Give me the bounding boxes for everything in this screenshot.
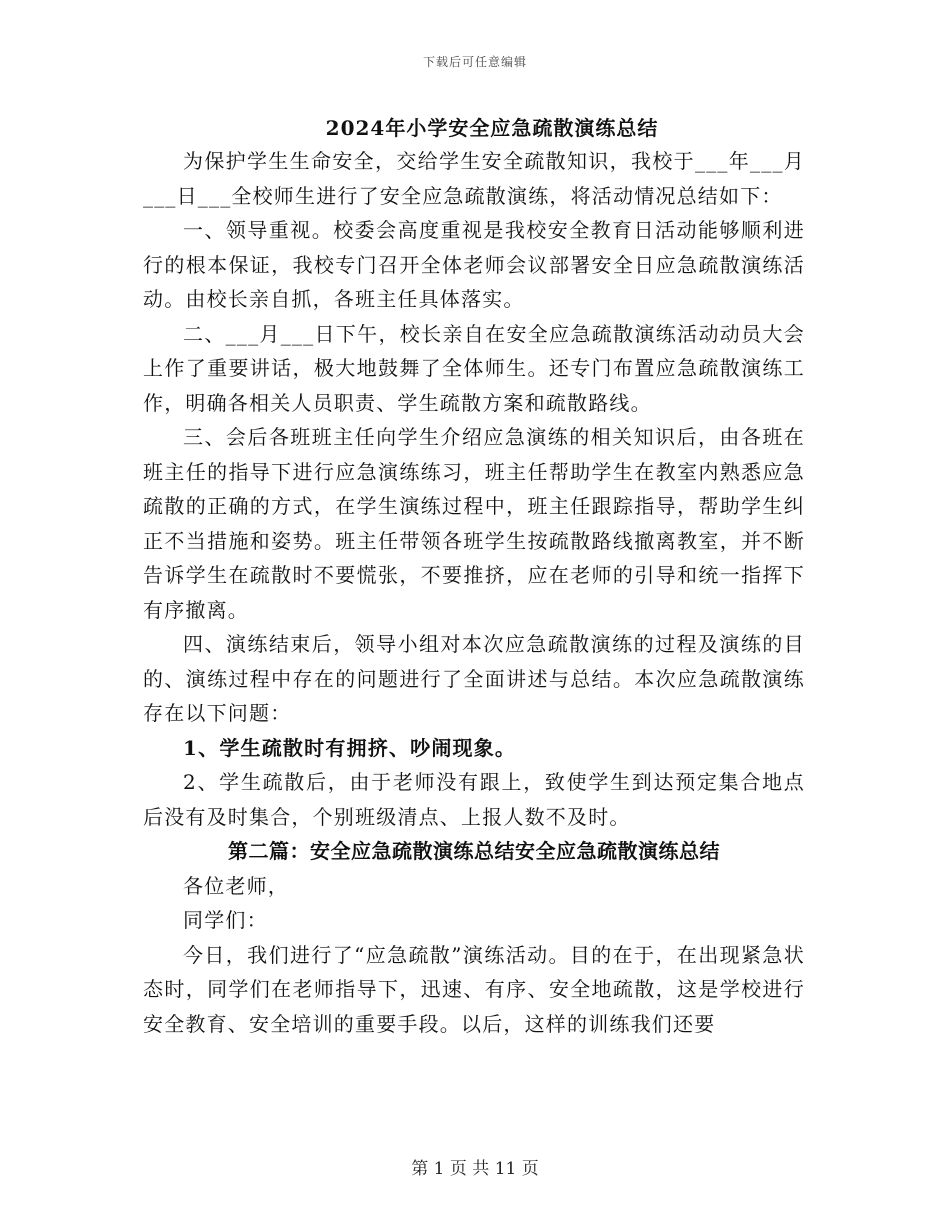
salutation-students: 同学们： <box>183 908 268 932</box>
paragraph-3: 三、会后各班班主任向学生介绍应急演练的相关知识后，由各班在班主任的指导下进行应急演练练习，班主任帮助学生在教室内熟悉应急疏散的正确的方式，在学生演练过程中，班主任跟踪指导，帮助学生纠正不当措施和姿势。班主任带领各班学生按疏散路线撤离教室，并不断告诉学生在疏散时不要慌张，不要推挤，应在老师的引导和统一指挥下有序撤离。 <box>143 425 805 622</box>
issue-1: 1、学生疏散时有拥挤、吵闹现象。 <box>183 735 517 760</box>
paragraph-4: 四、演练结束后，领导小组对本次应急疏散演练的过程及演练的目的、演练过程中存在的问题进行了全面讲述与总结。本次应急疏散演练存在以下问题： <box>143 632 805 725</box>
document-body <box>143 112 805 1041</box>
paragraph-intro: 为保护学生生命安全，交给学生安全疏散知识，我校于___年___月___日___全校师生进行了安全应急疏散演练，将活动情况总结如下： <box>143 149 805 208</box>
issue-2: 2、学生疏散后，由于老师没有跟上，致使学生到达预定集合地点后没有及时集合，个别班级清点、上报人数不及时。 <box>143 770 805 829</box>
salutation-teachers: 各位老师， <box>183 873 289 898</box>
paragraph-2: 二、___月___日下午，校长亲自在安全应急疏散演练活动动员大会上作了重要讲话，极大地鼓舞了全体师生。还专门布置应急疏散演练工作，明确各相关人员职责、学生疏散方案和疏散路线。 <box>143 321 805 415</box>
page-number: 第 1 页 共 11 页 <box>411 1159 539 1179</box>
paragraph-speech: 今日，我们进行了“应急疏散”演练活动。目的在于，在出现紧急状态时，同学们在老师指导下，迅速、有序、安全地疏散，这是学校进行安全教育、安全培训的重要手段。以后，这样的训练我们还要 <box>143 942 805 1036</box>
document-title: 2024年小学安全应急疏散演练总结 <box>325 116 659 140</box>
section-subtitle: 第二篇：安全应急疏散演练总结安全应急疏散演练总结 <box>228 839 720 863</box>
header-note: 下载后可任意编辑 <box>422 55 527 69</box>
paragraph-1: 一、领导重视。校委会高度重视是我校安全教育日活动能够顺利进行的根本保证，我校专门召开全体老师会议部署安全日应急疏散演练活动。由校长亲自抓，各班主任具体落实。 <box>143 218 805 311</box>
